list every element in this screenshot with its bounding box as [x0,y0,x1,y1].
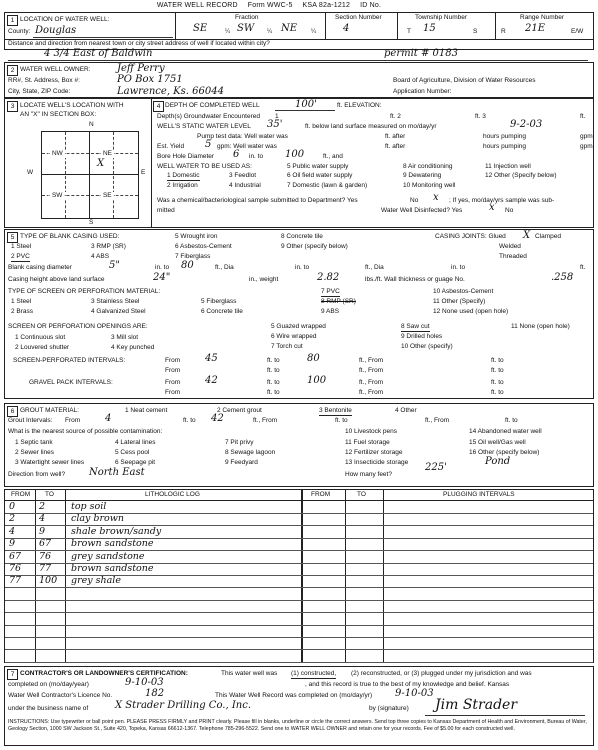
log-description[interactable]: top soil [71,501,107,512]
groundwater-label: Depth(s) Groundwater Encountered [157,113,260,120]
pump-test-label: Pump test data: Well water was [197,133,288,140]
township-s: S [473,28,478,35]
contam-abandoned[interactable]: 14 Abandoned water well [469,428,542,435]
casing-height-value[interactable]: 24" [153,272,171,283]
opening-guazed[interactable]: 5 Guazed wrapped [271,323,326,330]
table-row [5,650,593,663]
township-value[interactable]: 15 [423,23,436,34]
groundwater-3: ft. 3 [475,113,486,120]
gp-to-label: ft. to [267,379,280,386]
casing-joints-label: CASING JOINTS: Glued [435,233,506,240]
screen-pvc[interactable]: 7 PVC [321,288,340,295]
address-value[interactable]: PO Box 1751 [117,74,183,85]
compass-s: S [89,219,94,226]
log-header-from: FROM [11,491,31,498]
grout-from-value[interactable]: 4 [105,413,112,424]
completed-date[interactable]: 9-10-03 [125,677,164,688]
form-header [4,2,594,12]
screen-brass[interactable]: 2 Brass [11,308,34,315]
table-row [5,513,593,526]
gp-from-label-2: From [165,389,181,396]
openings-label: SCREEN OR PERFORATION OPENINGS ARE: [8,323,148,330]
screen-steel[interactable]: 1 Steel [11,298,32,305]
casing-joints-clamped[interactable]: Clamped [535,233,562,240]
static-level-label: WELL'S STATIC WATER LEVEL [157,123,251,130]
casing-ft-dia-2: ft., Dia [365,264,384,271]
table-row [5,563,593,576]
quadrant-sw: - SW - [48,192,67,199]
use-4[interactable]: 4 Industrial [229,182,261,189]
fraction-1[interactable]: SE [193,23,208,34]
ksa-reference: KSA 82a-1212 [302,2,351,9]
gp-from-label: From [165,379,181,386]
sp-ft-from: ft., From [359,357,384,364]
permit-number[interactable]: permit # 0183 [384,48,458,59]
casing-joints-welded[interactable]: Welded [499,243,521,250]
opening-mill[interactable]: 3 Mill slot [111,334,139,341]
contamination-label: What is the nearest source of possible contamination: [8,428,163,435]
completed-label: completed on (mo/day/year) [8,681,89,688]
table-row [5,551,593,564]
business-label: under the business name of [8,705,89,712]
section-number-2: 2 [7,65,18,76]
contam-fertilizer[interactable]: 12 Fertilizer storage [345,449,403,456]
use-3[interactable]: 3 Feedlot [229,172,257,179]
locate-label: LOCATE WELL'S LOCATION WITH [20,102,124,109]
chem-no-label: No [410,197,419,204]
opening-key-punched[interactable]: 4 Key punched [111,344,155,351]
casing-in-to-2: in. to [295,264,310,271]
use-5[interactable]: 5 Public water supply [287,163,349,170]
section-1-location [4,12,594,50]
location-label: LOCATION OF WATER WELL: [20,16,110,23]
gp-from-value[interactable]: 42 [205,375,218,386]
casing-wrought-iron[interactable]: 5 Wrought iron [175,233,218,240]
screen-concrete[interactable]: 6 Concrete tile [201,308,243,315]
gp-to-label-2: ft. to [267,389,280,396]
log-from[interactable]: 77 [9,575,22,587]
log-header-plug-to: TO [357,491,366,498]
range-label: Range Number [520,14,565,21]
casing-rmp[interactable]: 3 RMP (SR) [91,243,126,250]
screen-other[interactable]: 11 Other (Specify) [433,298,486,305]
contam-lateral[interactable]: 4 Lateral lines [115,439,156,446]
section-6-grout [4,403,594,487]
licence-value[interactable]: 182 [145,688,165,699]
log-to[interactable]: 77 [39,563,52,574]
chem-sample-label: Was a chemical/bacteriological sample submitted to Department? Yes [157,197,358,204]
city-value[interactable]: Lawrence, Ks. 66044 [117,86,224,97]
quarter-mark-3: ¼ [311,29,317,35]
township-t: T [407,28,411,35]
section-number-1: 1 [7,15,18,26]
log-header-plug-from: FROM [311,491,331,498]
log-description[interactable]: brown sandstone [71,563,154,574]
static-level-after: ft. below land surface measured on mo/day/yr [305,123,437,130]
casing-other[interactable]: 9 Other (specify below) [281,243,348,250]
log-header-lithologic: LITHOLOGIC LOG [145,491,200,498]
log-from[interactable]: 9 [9,538,16,550]
sp-ft-from-2: ft., From [359,367,384,374]
form-number: Form WWC-5 [247,2,293,9]
grout-ft-from-2: ft., From [425,417,450,424]
log-from[interactable]: 4 [9,525,16,537]
contam-watertight[interactable]: 3 Watertight sewer lines [15,459,85,466]
contam-pit-privy[interactable]: 7 Pit privy [225,439,254,446]
county-value[interactable]: Douglas [35,25,77,36]
chem-mitted: mitted [157,207,175,214]
bore-ft-and: ft., and [323,153,343,160]
screen-stainless[interactable]: 3 Stainless Steel [91,298,140,305]
record-completed-date[interactable]: 9-10-03 [395,688,434,699]
casing-joints-threaded[interactable]: Threaded [499,253,527,260]
pump-gpm: gpm [580,133,593,140]
contam-septic[interactable]: 1 Septic tank [15,439,53,446]
gp-ft-from: ft., From [359,379,384,386]
grout-to-label: ft. to [183,417,196,424]
contam-insecticide[interactable]: 13 Insecticide storage [345,459,409,466]
sp-ft-to-3: ft. to [491,367,504,374]
range-value[interactable]: 21E [525,23,546,34]
casing-pvc[interactable]: 2 PVC [11,253,30,260]
log-to[interactable]: 76 [39,550,52,562]
township-label: Township Number [415,14,468,21]
use-9[interactable]: 9 Dewatering [403,172,442,179]
casing-type-label: TYPE OF BLANK CASING USED: [20,233,120,240]
opening-continuous[interactable]: 1 Continuous slot [15,334,66,341]
how-many-feet-value[interactable]: 225' [425,462,447,473]
log-to[interactable]: 100 [39,575,58,587]
opening-drilled[interactable]: 9 Drilled holes [401,333,443,340]
yield-gpm-well: gpm: Well water was [217,143,277,150]
contam-sewer[interactable]: 2 Sewer lines [15,449,55,456]
casing-diameter-to[interactable]: 80 [181,260,194,271]
log-from[interactable]: 76 [9,563,22,574]
contam-other[interactable]: 16 Other (specify below) [469,449,540,456]
chem-after: ; If yes, mo/day/yrs sample was sub- [449,197,555,204]
log-to[interactable]: 2 [39,501,46,512]
contam-fuel[interactable]: 11 Fuel storage [345,439,390,446]
opening-none[interactable]: 11 None (open hole) [511,323,570,330]
disinfect-no: No [505,207,514,214]
screen-intervals-label: SCREEN-PERFORATED INTERVALS: [13,357,126,364]
gravel-intervals-label: GRAVEL PACK INTERVALS: [29,379,113,386]
section-number-4: 4 [153,101,164,112]
casing-asbestos[interactable]: 6 Asbestos-Cement [175,243,232,250]
id-number-label: ID No. [360,2,382,9]
casing-in-to-1: in. to [155,264,170,271]
fraction-label: Fraction [235,14,259,21]
sp-ft-to-2: ft. to [491,357,504,364]
address-label: RR#, St. Address, Box #: [8,77,80,84]
use-6[interactable]: 6 Oil field water supply [287,172,353,179]
casing-wall-label: lbs./ft. Wall thickness or guage No. [365,276,465,283]
form-title: WATER WELL RECORD [156,2,238,9]
distance-label: Distance and direction from nearest town or city street address of well if located within city? [8,40,270,47]
section-number-5: 5 [7,232,18,243]
contam-lagoon[interactable]: 8 Sewage lagoon [225,449,276,456]
bore-in-to: in. to [249,153,264,160]
grout-to-value[interactable]: 42 [211,413,224,424]
pump-ft-after: ft. after [385,133,406,140]
grout-ft-to-3: ft. to [505,417,518,424]
quadrant-nw: - NW - [48,150,67,157]
lithologic-log-table [4,489,594,663]
section-number-label: Section Number [335,14,382,21]
table-row [5,575,593,588]
screen-galvanized[interactable]: 4 Galvanized Steel [91,308,146,315]
county-label: County: [8,28,31,35]
static-level-date[interactable]: 9-2-03 [510,119,543,130]
log-from[interactable]: 2 [9,513,16,525]
casing-diameter-value[interactable]: 5" [109,260,120,271]
gp-ft-from-2: ft., From [359,389,384,396]
opening-saw-cut[interactable]: 8 Saw cut [401,323,430,330]
section-grid[interactable] [41,131,139,219]
table-row [5,501,593,514]
casing-ft-end: ft. [580,264,586,271]
sp-to-value[interactable]: 80 [307,353,320,364]
depth-value[interactable]: 100' [295,99,317,110]
grout-neat-cement[interactable]: 1 Neat cement [125,407,168,414]
casing-weight-label: in., weight [249,276,279,283]
log-description[interactable]: grey shale [71,575,121,587]
range-ew: E/W [571,28,584,35]
contam-livestock[interactable]: 10 Livestock pens [345,428,398,435]
instructions-text: INSTRUCTIONS: Use typewriter or ball point pen. PLEASE PRESS FIRMLY and PRINT clearly. Please fill in blanks, underline or circle the correct answers. Send top three copies to Kansas Department of Health and Environment, Bureau of Water, Geology Section, 1000 SW Jackson St., Suite 420, Topeka, Kansas 66612-1367. Telephone 785-296-5522. Send one to WATER WELL OWNER and retain one for your records. Fee of $5.00 for each constructed well. [8,719,587,732]
use-2[interactable]: 2 Irrigation [167,182,198,189]
section-2-owner [4,62,594,98]
log-description[interactable]: grey sandstone [71,550,145,562]
section-number-value[interactable]: 4 [343,23,350,34]
x-section-label: AN "X" IN SECTION BOX: [20,111,97,118]
yield-ft-after: ft. after [385,143,406,150]
casing-joints-glued-mark[interactable]: X [523,230,531,241]
grout-ft-from: ft., From [253,417,278,424]
yield-hours: hours pumping [483,143,526,150]
section-7-certification [4,666,594,746]
log-description[interactable]: shale brown/sandy [71,525,162,537]
range-r: R [501,28,506,35]
bore-depth[interactable]: 100 [285,149,305,160]
compass-w: W [27,169,34,176]
distance-value[interactable]: 4 3/4 East of Baldwin [44,48,153,59]
board-label: Board of Agriculture, Division of Water Resources [393,77,536,84]
record-completed-label: This Water Well Record was completed on (mo/day/yr) [215,692,373,699]
grout-ft-to-2: ft. to [335,417,348,424]
grout-cement[interactable]: 2 Cement grout [217,407,262,414]
log-description[interactable]: brown sandstone [71,538,154,550]
direction-value[interactable]: North East [89,467,145,478]
opening-wire-wrapped[interactable]: 6 Wire wrapped [271,333,317,340]
log-from[interactable]: 67 [9,550,22,562]
yield-label: Est. Yield [157,143,185,150]
table-row [5,625,593,638]
how-many-feet-label: How many feet? [345,471,392,478]
contam-feedyard[interactable]: 9 Feedyard [225,459,258,466]
log-to[interactable]: 9 [39,525,46,537]
casing-weight-value[interactable]: 2.82 [317,272,340,283]
screen-none[interactable]: 12 None used (open hole) [433,308,509,315]
yield-value[interactable]: 5 [205,139,212,150]
licence-label: Water Well Contractor's Licence No. [8,692,113,699]
owner-value[interactable]: Jeff Perry [117,63,165,74]
use-7[interactable]: 7 Domestic (lawn & garden) [287,182,368,189]
sp-from-label-2: From [165,367,181,374]
sp-to-label-2: ft. to [267,367,280,374]
use-10[interactable]: 10 Monitoring well [403,182,456,189]
bore-diameter[interactable]: 6 [233,149,240,160]
screen-fiberglass[interactable]: 5 Fiberglass [201,298,237,305]
use-12[interactable]: 12 Other (Specify below) [485,172,557,179]
casing-height-label: Casing height above land surface [8,276,105,283]
direction-label: Direction from well? [8,471,66,478]
table-row [5,600,593,613]
groundwater-ft: ft. [580,113,586,120]
casing-ft-dia-1: ft., Dia [215,264,234,271]
depth-label: DEPTH OF COMPLETED WELL [165,102,260,109]
log-description[interactable]: clay brown [71,513,125,525]
compass-n: N [89,121,94,128]
groundwater-1: 1 [275,113,279,120]
city-label: City, State, ZIP Code: [8,88,71,95]
opening-louvered[interactable]: 2 Louvered shutter [15,344,70,351]
record-true-text: , and this record is true to the best of my knowledge and belief. Kansas [305,681,510,688]
business-name[interactable]: X Strader Drilling Co., Inc. [115,700,252,711]
signature[interactable]: Jim Strader [435,697,518,713]
quarter-mark-1: ¼ [225,29,231,35]
section-number-3: 3 [7,101,18,112]
cert-other-opts: (2) reconstructed, or (3) plugged under my jurisdiction and was [351,670,532,677]
cert-constructed[interactable]: (1) constructed, [291,670,337,677]
log-from[interactable]: 0 [9,501,16,512]
table-row [5,538,593,551]
gp-ft-to-2: ft. to [491,379,504,386]
application-label: Application Number: [393,88,452,95]
quadrant-ne: - NE - [99,150,116,157]
yield-gpm: gpm [580,143,593,150]
casing-abs[interactable]: 4 ABS [91,253,110,260]
fraction-3[interactable]: NE [281,23,298,34]
casing-fiberglass[interactable]: 7 Fiberglass [175,253,211,260]
table-row [5,613,593,626]
bore-label: Bore Hole Diameter [157,153,215,160]
section-number-6: 6 [7,406,18,417]
gp-ft-to-3: ft. to [491,389,504,396]
disinfect-label: Water Well Disinfected? Yes [381,207,463,214]
screen-rmp[interactable]: 8 RMP (SR) [321,298,356,305]
chem-no-mark[interactable]: x [433,192,439,203]
contam-other-value[interactable]: Pond [485,456,511,467]
grout-other[interactable]: 4 Other [395,407,417,414]
sp-from-value[interactable]: 45 [205,353,218,364]
sp-from-label: From [165,357,181,364]
grout-bentonite[interactable]: 3 Bentonite [319,407,352,414]
grout-from-label: From [65,417,81,424]
use-1[interactable]: 1 Domestic [167,172,200,179]
table-row [5,588,593,601]
screen-type-label: TYPE OF SCREEN OR PERFORATION MATERIAL: [8,288,161,295]
pump-hours: hours pumping [483,133,526,140]
screen-asbestos[interactable]: 10 Asbestos-Cement [433,288,494,295]
well-location-mark: X [97,158,105,169]
table-row [5,637,593,650]
opening-other[interactable]: 10 Other (specify) [401,343,453,350]
certification-label: CONTRACTOR'S OR LANDOWNER'S CERTIFICATION: [20,670,188,677]
sp-to-label: ft. to [267,357,280,364]
quadrant-se: - SE - [99,192,116,199]
section-3-4-container [4,98,594,228]
owner-label: WATER WELL OWNER: [20,66,91,73]
casing-diameter-label: Blank casing diameter [8,264,72,271]
grout-material-label: GROUT MATERIAL: [20,407,79,414]
certification-text: This water well was [221,670,278,677]
section-5-casing [4,229,594,399]
water-well-record-form [4,2,594,746]
casing-concrete-tile[interactable]: 8 Concrete tile [281,233,323,240]
static-level-value[interactable]: 35' [267,119,283,130]
use-11[interactable]: 11 Injection well [485,163,531,170]
log-header-plugging: PLUGGING INTERVALS [443,491,515,498]
grout-intervals-label: Grout Intervals: [8,417,53,424]
casing-in-to-3: in. to [451,264,466,271]
log-rows [5,501,593,662]
groundwater-2: ft. 2 [390,113,401,120]
log-to[interactable]: 4 [39,513,46,525]
casing-wall-value[interactable]: .258 [551,272,574,283]
disinfect-yes-mark[interactable]: x [489,202,495,213]
opening-torch[interactable]: 7 Torch cut [271,343,303,350]
use-label: WELL WATER TO BE USED AS: [157,163,252,170]
section-number-7: 7 [7,669,18,680]
by-signature-label: by (signature) [369,705,409,712]
table-row [5,526,593,539]
casing-steel[interactable]: 1 Steel [11,243,32,250]
fraction-2[interactable]: SW [237,23,255,34]
gp-to-value[interactable]: 100 [307,375,327,386]
log-header-to: TO [45,491,54,498]
compass-e: E [141,169,146,176]
quarter-mark-2: ¼ [267,29,273,35]
elevation-label: ft. ELEVATION: [337,102,382,109]
use-8[interactable]: 8 Air conditioning [403,163,453,170]
contam-seepage[interactable]: 6 Seepage pit [115,459,156,466]
log-to[interactable]: 67 [39,538,52,550]
contam-oil-gas[interactable]: 15 Oil well/Gas well [469,439,526,446]
screen-abs[interactable]: 9 ABS [321,308,340,315]
contam-cess[interactable]: 5 Cess pool [115,449,150,456]
